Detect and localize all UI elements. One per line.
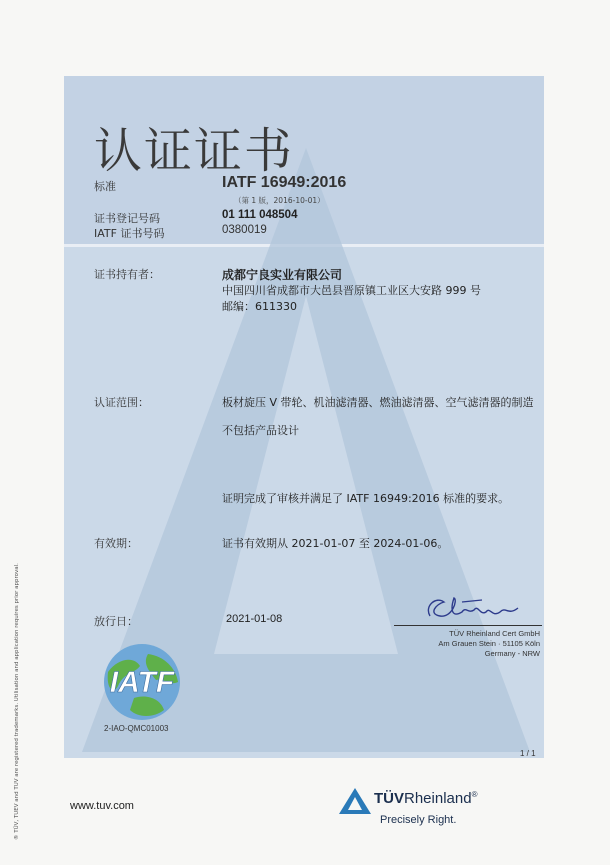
scope-label: 认证范围： <box>94 396 149 409</box>
issuer-line-3: Germany - NRW <box>484 649 540 658</box>
issue-date: 2021-01-08 <box>226 613 283 625</box>
tuv-brand-rest: Rheinland <box>404 790 472 807</box>
certificate-title: 认证证书 <box>94 123 295 179</box>
standard-code: IATF 16949:2016 <box>222 174 347 191</box>
iatf-logo <box>94 642 190 722</box>
issue-date-label: 放行日： <box>94 615 138 628</box>
issuer-address <box>394 629 540 659</box>
tuv-slogan: Precisely Right. <box>380 814 457 826</box>
tuv-brand-bold: TÜV <box>374 790 404 807</box>
holder-name: 成都宁良实业有限公司 <box>222 268 343 282</box>
tuv-registered-mark: ® <box>471 790 478 799</box>
signature-line <box>394 625 542 626</box>
cert-reg-number: 01 111 048504 <box>222 209 298 221</box>
iatf-cert-number: 0380019 <box>222 224 267 236</box>
holder-postal: 邮编：611330 <box>222 300 297 313</box>
issuer-line-1: TÜV Rheinland Cert GmbH <box>449 629 540 638</box>
scope-line-2: 不包括产品设计 <box>222 424 299 437</box>
iatf-cert-label: IATF 证书号码 <box>94 227 165 240</box>
signature-image <box>422 592 532 626</box>
compliance-statement: 证明完成了审核并满足了 IATF 16949:2016 标准的要求。 <box>222 492 510 505</box>
tuv-triangle-icon <box>338 786 372 816</box>
svg-text:IATF: IATF <box>109 666 175 699</box>
issuer-line-2: Am Grauen Stein · 51105 Köln <box>438 639 540 648</box>
holder-address: 中国四川省成都市大邑县晋原镇工业区大安路 999 号 <box>222 284 481 297</box>
holder-label: 证书持有者： <box>94 268 160 281</box>
page-number: 1 / 1 <box>520 749 536 758</box>
website-url: www.tuv.com <box>70 800 134 812</box>
side-trademark-note: ® TÜV, TUEV and TUV are registered trademarks. Utilisation and application requires prior approval. <box>14 563 20 840</box>
validity-label: 有效期： <box>94 537 138 550</box>
tuv-brand-name <box>374 790 477 807</box>
cert-reg-label: 证书登记号码 <box>94 212 160 225</box>
validity-text: 证书有效期从 2021-01-07 至 2024-01-06。 <box>222 537 449 550</box>
standard-label: 标准 <box>94 180 116 193</box>
scope-line-1: 板材旋压 V 带轮、机油滤清器、燃油滤清器、空气滤清器的制造 <box>222 396 534 409</box>
iatf-logo-code: 2-IAO-QMC01003 <box>104 724 169 733</box>
certificate-panel <box>64 76 544 758</box>
standard-edition: （第 1 版，2016-10-01） <box>234 196 325 205</box>
